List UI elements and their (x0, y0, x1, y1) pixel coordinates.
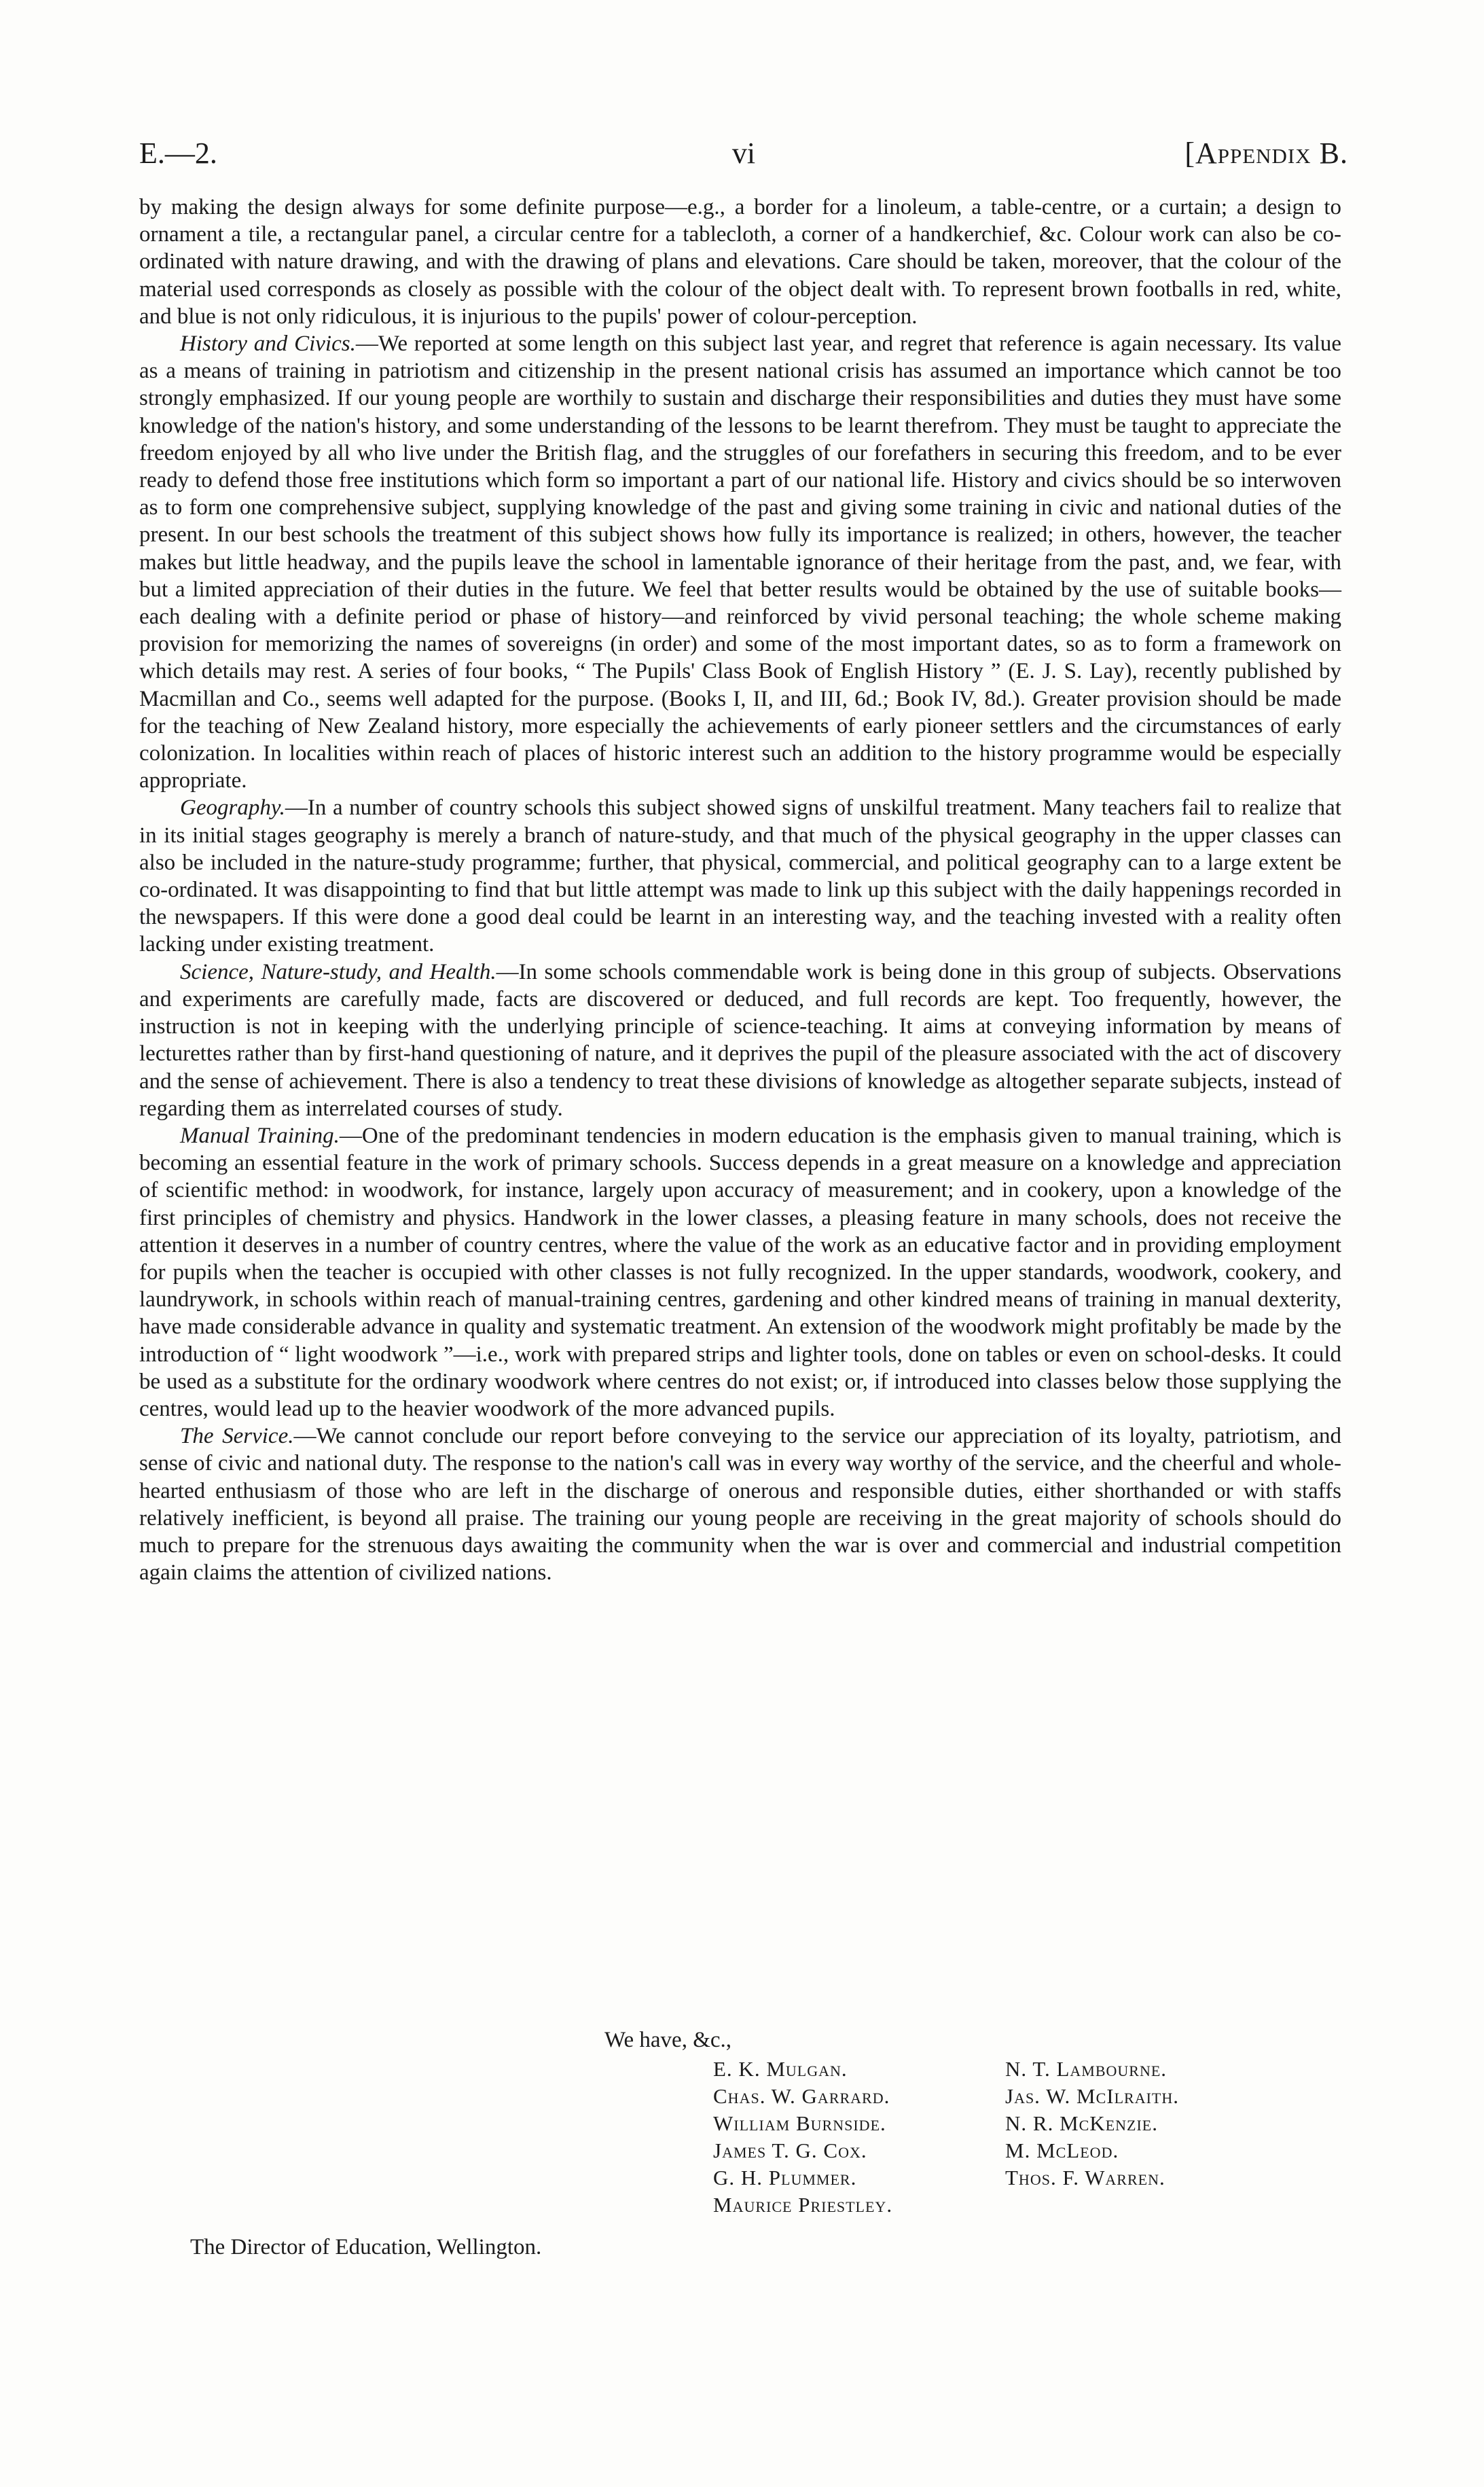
paragraph-heading: Science, Nature-study, and Health. (180, 959, 496, 984)
signatory-name: N. R. McKenzie. (1005, 2111, 1158, 2135)
paragraph-heading: The Service. (180, 1424, 294, 1449)
signatory-name: William Burnside. (713, 2111, 886, 2135)
addressee: The Director of Education, Wellington. (190, 2235, 542, 2259)
paragraph-text: by making the design always for some definite purpose—e.g., a border for a linoleum, a table-centre, or a curtain; a design to ornament a tile, a rectangular panel, a circular centre for a tablecloth, a corner of a handkerchief, &c. Colour work can also be co-ordinated with nature drawing, and with the drawing of plans and elevations. Care should be taken, moreover, that the colour of the material used corresponds as closely as possible with the colour of the object dealt with. To represent brown footballs in red, white, and blue is not only ridiculous, it is injurious to the pupils' power of colour-perception. (139, 195, 1341, 329)
paragraph (139, 1122, 1341, 1423)
paragraph-text: —One of the predominant tendencies in modern education is the emphasis given to manual training, which is becoming an essential feature in the work of primary schools. Success depends in a great measure on a knowledge and appreciation of scientific method: in woodwork, for instance, largely upon accuracy of measurement; and in cookery, upon a knowledge of the first principles of chemistry and physics. Handwork in the lower classes, a pleasing feature in many schools, does not receive the attention it deserves in a number of country centres, where the value of the work as an educative factor and in providing employment for pupils when the teacher is occupied with other classes is not fully recognized. In the upper standards, woodwork, cookery, and laundrywork, in schools within reach of manual-training centres, gardening and other kindred means of training in manual dexterity, have made considerable advance in quality and systematic treatment. An extension of the woodwork might profitably be made by the introduction of “ light woodwork ”—i.e., work with prepared strips and lighter tools, done on tables or even on school-desks. It could be used as a substitute for the ordinary woodwork where centres do not exist; or, if introduced into classes below those supplying the centres, would lead up to the heavier woodwork of the more advanced pupils. (139, 1123, 1341, 1421)
paragraph (139, 330, 1341, 794)
signatory-name: James T. G. Cox. (713, 2139, 867, 2162)
paragraph (139, 1423, 1341, 1586)
paragraph (139, 959, 1341, 1122)
paragraph-text: —We reported at some length on this subject last year, and regret that reference is again necessary. Its value as a means of training in patriotism and citizenship in the present national crisis has assumed an importance which cannot be too strongly emphasized. If our young people are worthily to sustain and discharge their responsibilities and duties they must have some knowledge of the nation's history, and some understanding of the lessons to be learnt therefrom. They must be taught to appreciate the freedom enjoyed by all who live under the British flag, and the struggles of our forefathers in securing this freedom, and to be ever ready to defend those free institutions which form so important a part of our national life. History and civics should be so interwoven as to form one comprehensive subject, supplying knowledge of the past and giving some training in civic and national duties of the present. In our best schools the treatment of this subject shows how fully its importance is realized; in others, however, the teacher makes but little headway, and the pupils leave the school in lamentable ignorance of their heritage from the past, and, we fear, with but a limited appreciation of their duties in the future. We feel that better results would be obtained by the use of suitable books—each dealing with a definite period or phase of history—and reinforced by vivid personal teaching; the whole scheme making provision for memorizing the names of sovereigns (in order) and some of the most important dates, so as to form a framework on which details may rest. A series of four books, “ The Pupils' Class Book of English History ” (E. J. S. Lay), recently published by Macmillan and Co., seems well adapted for the purpose. (Books I, II, and III, 6d.; Book IV, 8d.). Greater provision should be made for the teaching of New Zealand history, more especially the achievements of early pioneer settlers and the circumstances of early colonization. In localities within reach of places of historic interest such an addition to the history programme would be especially appropriate. (139, 332, 1341, 793)
signatory-name: E. K. Mulgan. (713, 2057, 848, 2081)
signatory-name: Chas. W. Garrard. (713, 2084, 890, 2108)
paragraph-continued (139, 194, 1341, 330)
closing-phrase: We have, &c., (604, 2028, 732, 2052)
signatory-name: Jas. W. McIlraith. (1005, 2084, 1180, 2108)
header-reference: E.—2. (139, 137, 217, 170)
paragraph-text: —In some schools commendable work is being done in this group of subjects. Observations and experiments are carefully made, facts are discovered or deduced, and full records are kept. Too frequently, however, the instruction is not in keeping with the underlying principle of science-teaching. It aims at conveying information by means of lecturettes rather than by first-hand questioning of nature, and it deprives the pupil of the pleasure associated with the act of discovery and the sense of achievement. There is also a tendency to treat these divisions of knowledge as altogether separate subjects, instead of regarding them as interrelated courses of study. (139, 959, 1341, 1121)
signature-column-right (1005, 2056, 1179, 2219)
header-appendix: [Appendix B. (1184, 137, 1348, 170)
signature-block (713, 2056, 1324, 2219)
signatory-name: N. T. Lambourne. (1005, 2057, 1168, 2081)
signatory-name: M. McLeod. (1005, 2139, 1119, 2162)
signatory-name: G. H. Plummer. (713, 2166, 857, 2189)
paragraph-heading: Geography. (180, 795, 285, 821)
page-header (139, 136, 1348, 177)
paragraph-heading: History and Civics. (180, 332, 356, 357)
paragraph (139, 794, 1341, 958)
signatory-name: Maurice Priestley. (713, 2193, 893, 2217)
signature-column-left (713, 2056, 1005, 2219)
signatory-name: Thos. F. Warren. (1005, 2166, 1165, 2189)
paragraph-text: —We cannot conclude our report before conveying to the service our appreciation of its loyalty, patriotism, and sense of civic and national duty. The response to the nation's call was in every way worthy of the service, and the cheerful and whole-hearted enthusiasm of those who are left in the discharge of onerous and responsible duties, either shorthanded or with staffs relatively inefficient, is beyond all praise. The training our young people are receiving in the great majority of schools should do much to prepare for the strenuous days awaiting the community when the war is over and commercial and industrial competition again claims the attention of civilized nations. (139, 1424, 1341, 1586)
paragraph-text: —In a number of country schools this subject showed signs of unskilful treatment. Many teachers fail to realize that in its initial stages geography is merely a branch of nature-study, and that much of the physical geography in the upper classes can also be included in the nature-study programme; further, that physical, commercial, and political geography can to a large extent be co-ordinated. It was disappointing to find that but little attempt was made to link up this subject with the daily happenings recorded in the newspapers. If this were done a good deal could be learnt in an interesting way, and the teaching invested with a reality often lacking under existing treatment. (139, 795, 1341, 957)
report-body (139, 194, 1341, 1586)
page-number: vi (731, 137, 756, 170)
paragraph-heading: Manual Training. (180, 1123, 340, 1148)
